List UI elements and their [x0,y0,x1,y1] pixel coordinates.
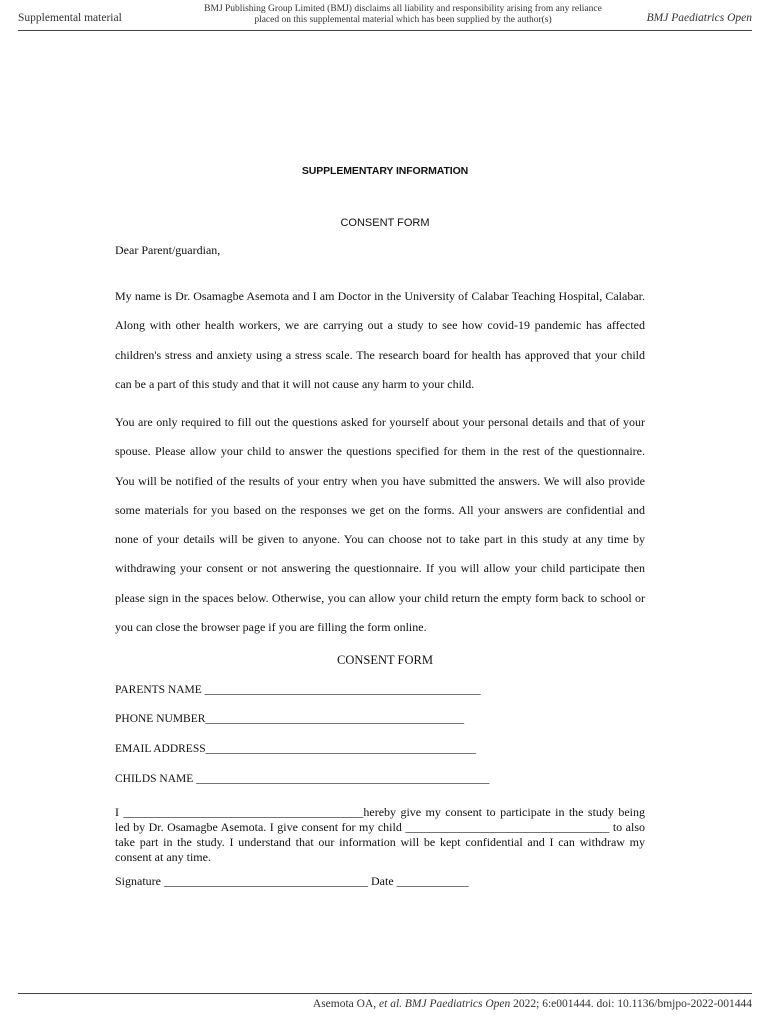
header-disclaimer [178,4,628,26]
phone-number-field: PHONE NUMBER_____________________________________________ [115,713,465,725]
document-title: SUPPLEMENTARY INFORMATION [301,165,469,177]
email-address-field: EMAIL ADDRESS_______________________________________________ [115,743,476,755]
consent-form-heading: CONSENT FORM [340,217,430,229]
footer-journal: et al. BMJ Paediatrics Open [379,998,511,1010]
consent-form-section-heading: CONSENT FORM [337,653,433,667]
footer-doi: 2022; 6:e001444. doi: 10.1136/bmjpo-2022-001444 [510,998,752,1010]
intro-paragraph: My name is Dr. Osamagbe Asemota and I am Doctor in the University of Calabar Teaching Hospital, Calabar. Along with other health workers, we are carrying out a study to see how covid-19 pandemic has affected children's stress and anxiety using a stress scale. The research board for health has approved that your child can be a part of this study and that it will not cause any harm to your child. [115,289,645,391]
header-disclaimer-line2: placed on this supplemental material which has been supplied by the author(s) [254,15,552,25]
consent-statement: I ________________________________________hereby give my consent to participate in the study being led by Dr. Osamagbe Asemota. I give consent for my child __________________________________ to also take part in the study. I understand that our information will be kept confidential and I can withdraw my consent at any time. [115,805,645,864]
header-left-label: Supplemental material [18,12,122,24]
footer-citation [313,998,752,1010]
parents-name-field: PARENTS NAME ________________________________________________ [115,684,481,696]
header-disclaimer-line1: BMJ Publishing Group Limited (BMJ) disclaims all liability and responsibility arising from any reliance [204,4,602,14]
signature-date-line: Signature __________________________________ Date ____________ [115,874,469,888]
header-divider [18,30,752,31]
instructions-paragraph: You are only required to fill out the questions asked for yourself about your personal details and that of your spouse. Please allow your child to answer the questions specified for them in the rest of the questionnaire. You will be notified of the results of your entry when you have submitted the answers. We will also provide some materials for you based on the responses we get on the forms. All your answers are confidential and none of your details will be given to anyone. You can choose not to take part in this study at any time by withdrawing your consent or not answering the questionnaire. If you will allow your child participate then please sign in the spaces below. Otherwise, you can allow your child return the empty form back to school or you can close the browser page if you are filling the form online. [115,415,645,635]
footer-authors: Asemota OA, [312,998,380,1010]
childs-name-field: CHILDS NAME ___________________________________________________ [115,773,490,785]
salutation: Dear Parent/guardian, [115,243,221,257]
footer-divider [18,993,752,994]
header-journal-name: BMJ Paediatrics Open [646,12,752,24]
